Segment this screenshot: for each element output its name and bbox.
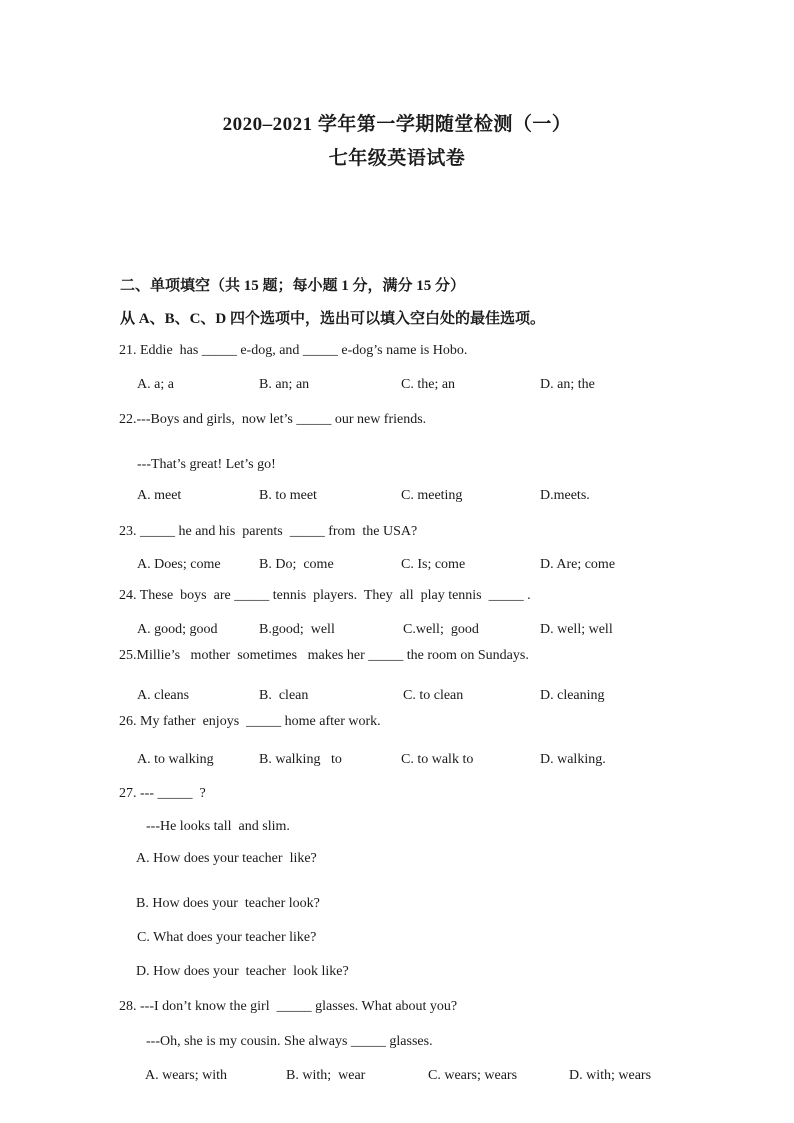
q26-option-c: C. to walk to xyxy=(401,752,474,767)
q28-option-c: C. wears; wears xyxy=(428,1068,518,1083)
q21-option-c: C. the; an xyxy=(401,377,456,392)
q22-option-b: B. to meet xyxy=(259,488,317,503)
title-line-2: 七年级英语试卷 xyxy=(328,148,466,169)
q27-option-a: A. How does your teacher like? xyxy=(136,851,317,866)
question-22-stem: 22.---Boys and girls, now let’s _____ our new friends. xyxy=(119,412,427,427)
question-25-stem: 25.Millie’s mother sometimes makes her _____ the room on Sundays. xyxy=(119,648,529,663)
q23-option-d: D. Are; come xyxy=(540,557,616,572)
q27-option-b: B. How does your teacher look? xyxy=(136,896,320,911)
title-line-1: 2020–2021 学年第一学期随堂检测（一） xyxy=(222,114,572,135)
q24-option-c: C.well; good xyxy=(403,622,479,637)
q21-option-a: A. a; a xyxy=(137,377,174,392)
q23-option-b: B. Do; come xyxy=(259,557,334,572)
q22-option-d: D.meets. xyxy=(540,488,590,503)
q28-option-b: B. with; wear xyxy=(286,1068,366,1083)
question-28-stem: 28. ---I don’t know the girl _____ glasses. What about you? xyxy=(119,999,458,1014)
q26-option-b: B. walking to xyxy=(259,752,342,767)
question-27-stem: 27. --- _____ ? xyxy=(119,786,206,801)
q24-option-a: A. good; good xyxy=(137,622,218,637)
q24-option-b: B.good; well xyxy=(259,622,335,637)
q21-option-d: D. an; the xyxy=(540,377,595,392)
q27-option-c: C. What does your teacher like? xyxy=(137,930,317,945)
question-21-stem: 21. Eddie has _____ e-dog, and _____ e-dog’s name is Hobo. xyxy=(119,343,468,358)
q25-option-b: B. clean xyxy=(259,688,309,703)
q27-option-d: D. How does your teacher look like? xyxy=(136,964,349,979)
question-27-reply: ---He looks tall and slim. xyxy=(146,819,290,834)
q24-option-d: D. well; well xyxy=(540,622,613,637)
q28-option-d: D. with; wears xyxy=(569,1068,652,1083)
q22-option-c: C. meeting xyxy=(401,488,463,503)
q25-option-d: D. cleaning xyxy=(540,688,605,703)
question-23-stem: 23. _____ he and his parents _____ from the USA? xyxy=(119,524,418,539)
q26-option-d: D. walking. xyxy=(540,752,606,767)
question-24-stem: 24. These boys are _____ tennis players. They all play tennis _____ . xyxy=(119,588,531,603)
q26-option-a: A. to walking xyxy=(137,752,214,767)
section-instruction: 从 A、B、C、D 四个选项中，选出可以填入空白处的最佳选项。 xyxy=(120,311,546,327)
q25-option-c: C. to clean xyxy=(403,688,464,703)
q21-option-b: B. an; an xyxy=(259,377,310,392)
question-28-reply: ---Oh, she is my cousin. She always _____ glasses. xyxy=(146,1034,433,1049)
section-heading: 二、单项填空（共 15 题；每小题 1 分，满分 15 分） xyxy=(120,278,466,294)
q22-option-a: A. meet xyxy=(137,488,182,503)
q23-option-c: C. Is; come xyxy=(401,557,466,572)
question-22-reply: ---That’s great! Let’s go! xyxy=(137,457,276,472)
question-26-stem: 26. My father enjoys _____ home after work. xyxy=(119,714,381,729)
q23-option-a: A. Does; come xyxy=(137,557,221,572)
q28-option-a: A. wears; with xyxy=(145,1068,228,1083)
q25-option-a: A. cleans xyxy=(137,688,190,703)
